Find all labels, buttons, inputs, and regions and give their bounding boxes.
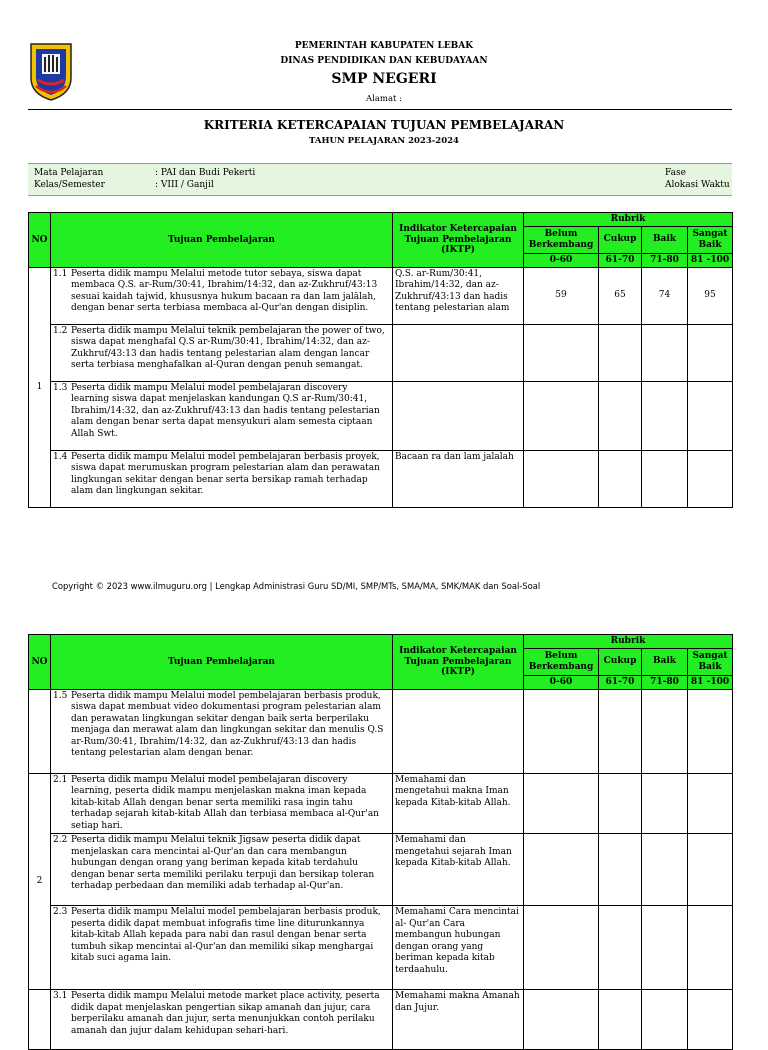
iktp-cell: Memahami Cara mencintai al- Qur'an Cara membangun hubungan dengan orang yang beriman kepada kitab terdaahulu. xyxy=(393,906,524,990)
table-row xyxy=(29,324,733,381)
academic-year: TAHUN PELAJARAN 2023-2024 xyxy=(309,136,459,146)
tp-text: Peserta didik mampu Melalui model pembelajaran berbasis proyek, siswa dapat merumuskan program pelestarian alam dan perawatan lingkungan sekitar dengan benar serta bersikap ramah terhadap alam dan lingkungan sekitar. xyxy=(71,451,380,497)
header-tujuan: Tujuan Pembelajaran xyxy=(51,213,393,268)
score-cell xyxy=(688,773,733,834)
tp-cell xyxy=(51,267,393,324)
score-cell xyxy=(642,381,688,450)
header-sangat: Sangat Baik xyxy=(688,226,733,253)
tp-number: 2.1 xyxy=(53,774,68,785)
group-number: 2 xyxy=(29,773,51,990)
table-row xyxy=(29,906,733,990)
score-cukup: 65 xyxy=(599,267,642,324)
department-name: DINAS PENDIDIKAN DAN KEBUDAYAAN xyxy=(280,56,488,66)
government-name: PEMERINTAH KABUPATEN LEBAK xyxy=(294,41,474,51)
score-cell xyxy=(599,906,642,990)
score-cell xyxy=(642,324,688,381)
table-row xyxy=(29,450,733,507)
table-row xyxy=(29,773,733,834)
tp-cell xyxy=(51,450,393,507)
group-number-cell xyxy=(29,990,51,1050)
subject-info-bar xyxy=(28,163,732,196)
tp-text: Peserta didik mampu Melalui model pembelajaran discovery learning siswa dapat menjelaskan kandungan Q.S ar-Rum/30:41, Ibrahim/14:32, dan az-Zukhruf/43:13 dan hadis tentang pelestarian alam dengan benar serta dapat mensyukuri alam semesta ciptaan Allah Swt. xyxy=(71,382,380,439)
score-cell xyxy=(524,689,599,773)
table-row xyxy=(29,381,733,450)
score-cell xyxy=(524,773,599,834)
header-sangat: Sangat Baik xyxy=(688,648,733,675)
score-cell xyxy=(642,450,688,507)
header-divider xyxy=(28,109,732,110)
range-baik: 71-80 xyxy=(642,675,688,689)
tp-number: 2.3 xyxy=(53,907,68,918)
tp-text: Peserta didik mampu Melalui model pembelajaran berbasis produk, peserta didik dapat membuat infografis time line diturunkannya kitab-kitab Allah kepada para nabi dan rasul dengan benar serta tumbuh sikap mencintai al-Qur'an dan memiliki sikap menghargai kitab suci agama lain. xyxy=(71,907,381,964)
class-label: Kelas/Semester xyxy=(34,180,105,190)
class-value: : VIII / Ganjil xyxy=(155,180,214,190)
header-baik: Baik xyxy=(642,226,688,253)
range-cukup: 61-70 xyxy=(599,675,642,689)
range-belum: 0-60 xyxy=(524,675,599,689)
kktp-table-page1 xyxy=(28,212,733,508)
score-cell xyxy=(688,834,733,906)
score-cell xyxy=(688,381,733,450)
score-cell xyxy=(599,450,642,507)
range-sangat: 81 -100 xyxy=(688,253,733,267)
tp-number: 1.1 xyxy=(53,268,68,279)
time-allocation-label: Alokasi Waktu xyxy=(665,180,730,190)
score-cell xyxy=(524,906,599,990)
table-row xyxy=(29,834,733,906)
tp-text: Peserta didik mampu Melalui teknik Jigsaw peserta didik dapat menjelaskan cara mencintai al-Qur'an dan cara membangun hubungan dengan orang yang beriman kepada kitab terdahulu dengan benar serta memiliki perilaku terpuji dan bersikap toleran terhadap perbedaan dan memiliki adab terhadap al-Qur'an. xyxy=(71,835,375,892)
header-belum: Belum Berkembang xyxy=(524,648,599,675)
score-cell xyxy=(524,324,599,381)
score-baik: 74 xyxy=(642,267,688,324)
tp-cell xyxy=(51,381,393,450)
phase-label: Fase xyxy=(665,168,686,178)
header-belum: Belum Berkembang xyxy=(524,226,599,253)
score-cell xyxy=(599,773,642,834)
score-cell xyxy=(642,773,688,834)
header-cukup: Cukup xyxy=(599,226,642,253)
score-cell xyxy=(642,689,688,773)
header-no: NO xyxy=(29,635,51,690)
tp-cell xyxy=(51,324,393,381)
tp-text: Peserta didik mampu Melalui teknik pembelajaran the power of two, siswa dapat menghafal Q.S ar-Rum/30:41, Ibrahim/14:32, dan az-Zukhruf/43:13 dan hadis tentang pelestarian alam dengan lancar serta terbiasa menghafalkan al-Quran dengan penuh semangat. xyxy=(71,325,385,371)
range-belum: 0-60 xyxy=(524,253,599,267)
copyright-footer: Copyright © 2023 www.ilmuguru.org | Lengkap Administrasi Guru SD/MI, SMP/MTs, SMA/MA, SMK/MAK dan Soal-Soal xyxy=(52,581,541,591)
score-sangat: 95 xyxy=(688,267,733,324)
score-cell xyxy=(599,990,642,1050)
tp-text: Peserta didik mampu Melalui metode tutor sebaya, siswa dapat membaca Q.S. ar-Rum/30:41, Ibrahim/14:32, dan az-Zukhruf/43:13 sesuai kaidah tajwid, khususnya hukum bacaan ra dan lam jalālah, dengan benar serta terbiasa membaca al-Qur'an dengan disiplin. xyxy=(71,268,378,314)
subject-value: : PAI dan Budi Pekerti xyxy=(155,168,256,178)
iktp-cell xyxy=(393,689,524,773)
score-cell xyxy=(524,834,599,906)
tp-cell xyxy=(51,773,393,834)
range-cukup: 61-70 xyxy=(599,253,642,267)
score-cell xyxy=(688,450,733,507)
iktp-cell: Memahami dan mengetahui sejarah Iman kepada Kitab-kitab Allah. xyxy=(393,834,524,906)
score-cell xyxy=(599,834,642,906)
score-cell xyxy=(688,689,733,773)
tp-text: Peserta didik mampu Melalui model pembelajaran discovery learning, peserta didik mampu menjelaskan makna iman kepada kitab-kitab Allah dengan benar serta memiliki rasa ingin tahu terhadap sejarah kitab-kitab Allah dan terbiasa membaca al-Qur'an setiap hari. xyxy=(71,774,379,831)
table-row xyxy=(29,990,733,1050)
header-rubrik: Rubrik xyxy=(524,213,733,227)
tp-number: 1.5 xyxy=(53,690,68,701)
school-address: Alamat : xyxy=(365,94,403,104)
score-cell xyxy=(524,381,599,450)
tp-cell xyxy=(51,834,393,906)
subject-label: Mata Pelajaran xyxy=(34,168,104,178)
tp-text: Peserta didik mampu Melalui metode market place activity, peserta didik dapat menjelaskan pengertian sikap amanah dan jujur, cara berperilaku amanah dan jujur, serta menunjukkan contoh perilaku amanah dan jujur dalam kehidupan sehari-hari. xyxy=(71,991,380,1036)
tp-number: 1.2 xyxy=(53,325,68,336)
school-name: SMP NEGERI xyxy=(331,71,437,87)
table-row xyxy=(29,267,733,324)
kktp-table-page2 xyxy=(28,634,733,1050)
document-title: KRITERIA KETERCAPAIAN TUJUAN PEMBELAJARAN xyxy=(203,118,565,132)
tp-cell xyxy=(51,990,393,1050)
header-iktp: Indikator Ketercapaian Tujuan Pembelajaran (IKTP) xyxy=(393,635,524,690)
iktp-cell: Q.S. ar-Rum/30:41, Ibrahim/14:32, dan az-Zukhruf/43:13 dan hadis tentang pelestarian alam xyxy=(393,267,524,324)
tp-text: Peserta didik mampu Melalui model pembelajaran berbasis produk, siswa dapat membuat video dokumentasi program pelestarian alam dan perawatan lingkungan sekitar dengan baik serta berperilaku menjaga dan merawat alam dan lingkungan sekitar dan menulis Q.S ar-Rum/30:41, Ibrahim/14:32, dan az-Zukhruf/43:13 dan hadis tentang pelestarian alam dengan benar. xyxy=(71,690,384,759)
score-belum: 59 xyxy=(524,267,599,324)
score-cell xyxy=(642,990,688,1050)
table-row xyxy=(29,689,733,773)
header-iktp: Indikator Ketercapaian Tujuan Pembelajaran (IKTP) xyxy=(393,213,524,268)
tp-cell xyxy=(51,689,393,773)
score-cell xyxy=(688,990,733,1050)
header-baik: Baik xyxy=(642,648,688,675)
score-cell xyxy=(599,324,642,381)
score-cell xyxy=(688,324,733,381)
score-cell xyxy=(524,450,599,507)
tp-number: 1.4 xyxy=(53,451,68,462)
iktp-cell: Bacaan ra dan lam jalalah xyxy=(393,450,524,507)
iktp-cell: Memahami makna Amanah dan Jujur. xyxy=(393,990,524,1050)
group-number: 1 xyxy=(29,267,51,507)
tp-number: 2.2 xyxy=(53,835,68,846)
range-sangat: 81 -100 xyxy=(688,675,733,689)
group-number-cell xyxy=(29,689,51,773)
score-cell xyxy=(599,689,642,773)
tp-cell xyxy=(51,906,393,990)
tp-number: 1.3 xyxy=(53,382,68,393)
header-no: NO xyxy=(29,213,51,268)
header-cukup: Cukup xyxy=(599,648,642,675)
iktp-cell: Memahami dan mengetahui makna Iman kepada Kitab-kitab Allah. xyxy=(393,773,524,834)
score-cell xyxy=(688,906,733,990)
score-cell xyxy=(642,906,688,990)
header-tujuan: Tujuan Pembelajaran xyxy=(51,635,393,690)
header-rubrik: Rubrik xyxy=(524,635,733,649)
score-cell xyxy=(599,381,642,450)
score-cell xyxy=(642,834,688,906)
tp-number: 3.1 xyxy=(53,991,68,1002)
range-baik: 71-80 xyxy=(642,253,688,267)
iktp-cell xyxy=(393,381,524,450)
score-cell xyxy=(524,990,599,1050)
iktp-cell xyxy=(393,324,524,381)
